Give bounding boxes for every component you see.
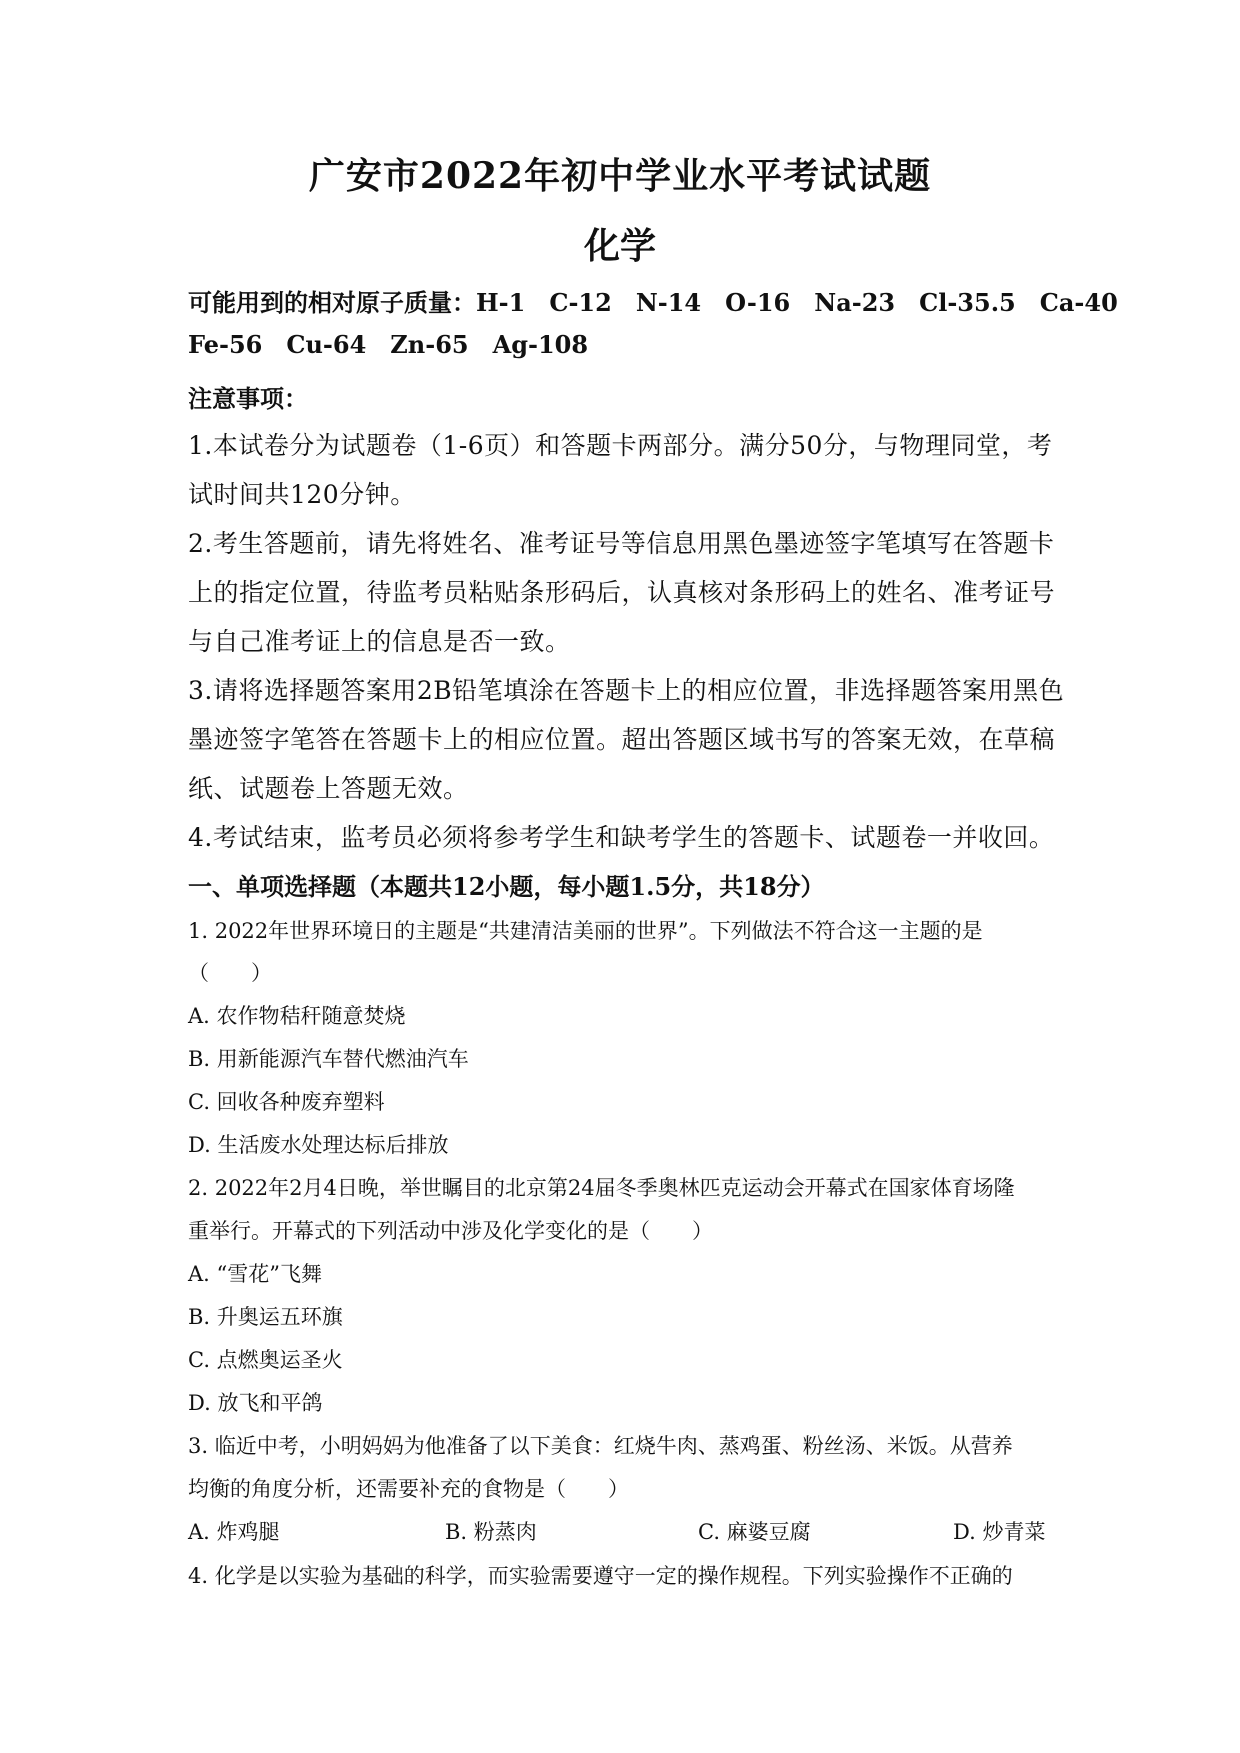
atomic-mass: H-1 — [476, 288, 526, 317]
notice-line: 上的指定位置，待监考员粘贴条形码后，认真核对条形码上的姓名、准考证号 — [188, 578, 1056, 607]
notice-line: 4.考试结束，监考员必须将参考学生和缺考学生的答题卡、试题卷一并收回。 — [188, 823, 1055, 852]
question-1-stem: 1. 2022年世界环境日的主题是“共建清洁美丽的世界”。下列做法不符合这一主题的是 — [188, 919, 983, 943]
atomic-mass: O-16 — [725, 288, 791, 317]
question-1-option-a: A. 农作物秸秆随意焚烧 — [188, 1004, 406, 1028]
question-1-option-b: B. 用新能源汽车替代燃油汽车 — [188, 1047, 469, 1071]
exam-subject: 化学 — [583, 225, 656, 267]
atomic-mass: Cu-64 — [286, 330, 367, 359]
atomic-mass: Cl-35.5 — [919, 288, 1016, 317]
question-2-option-d: D. 放飞和平鸽 — [188, 1391, 323, 1415]
exam-title: 广安市2022年初中学业水平考试试题 — [308, 155, 932, 197]
notice-heading: 注意事项： — [188, 384, 308, 413]
question-2-option-a: A. “雪花”飞舞 — [188, 1262, 322, 1286]
question-1-option-c: C. 回收各种废弃塑料 — [188, 1090, 385, 1114]
atomic-mass: Na-23 — [814, 288, 896, 317]
notice-line: 与自己准考证上的信息是否一致。 — [188, 627, 571, 656]
section-heading: 一、单项选择题（本题共12小题，每小题1.5分，共18分） — [188, 872, 825, 901]
atomic-mass: Ca-40 — [1039, 288, 1118, 317]
atomic-mass: C-12 — [549, 288, 612, 317]
notice-line: 试时间共120分钟。 — [188, 480, 416, 509]
atomic-mass: N-14 — [635, 288, 702, 317]
question-2-stem-cont: 重举行。开幕式的下列活动中涉及化学变化的是（ ） — [188, 1219, 713, 1243]
question-1-stem-cont: （ ） — [188, 961, 272, 985]
question-4-stem: 4. 化学是以实验为基础的科学，而实验需要遵守一定的操作规程。下列实验操作不正确的 — [188, 1564, 1013, 1588]
question-3-option-b: B. 粉蒸肉 — [445, 1520, 537, 1544]
atomic-mass: Ag-108 — [492, 330, 589, 359]
question-2-stem: 2. 2022年2月4日晚，举世瞩目的北京第24届冬季奥林匹克运动会开幕式在国家体育场隆 — [188, 1176, 1015, 1200]
question-2-option-c: C. 点燃奥运圣火 — [188, 1348, 343, 1372]
question-3-stem-cont: 均衡的角度分析，还需要补充的食物是（ ） — [188, 1477, 629, 1501]
atomic-mass: Zn-65 — [390, 330, 469, 359]
question-3-option-a: A. 炸鸡腿 — [188, 1520, 280, 1544]
question-3-option-c: C. 麻婆豆腐 — [698, 1520, 811, 1544]
question-3-stem: 3. 临近中考，小明妈妈为他准备了以下美食：红烧牛肉、蒸鸡蛋、粉丝汤、米饭。从营养 — [188, 1434, 1013, 1458]
atomic-mass-line-1 — [188, 283, 1118, 318]
notice-line: 纸、试题卷上答题无效。 — [188, 774, 469, 803]
question-3-option-d: D. 炒青菜 — [953, 1520, 1046, 1544]
notice-line: 2.考生答题前，请先将姓名、准考证号等信息用黑色墨迹签字笔填写在答题卡 — [188, 529, 1055, 558]
atomic-mass-line-2 — [188, 330, 1068, 359]
atomic-mass-label: 可能用到的相对原子质量： — [188, 288, 476, 317]
question-1-option-d: D. 生活废水处理达标后排放 — [188, 1133, 449, 1157]
notice-line: 墨迹签字笔答在答题卡上的相应位置。超出答题区域书写的答案无效，在草稿 — [188, 725, 1056, 754]
atomic-mass: Fe-56 — [188, 330, 263, 359]
notice-line: 1.本试卷分为试题卷（1-6页）和答题卡两部分。满分50分，与物理同堂，考 — [188, 431, 1053, 460]
notice-line: 3.请将选择题答案用2B铅笔填涂在答题卡上的相应位置，非选择题答案用黑色 — [188, 676, 1065, 705]
question-2-option-b: B. 升奥运五环旗 — [188, 1305, 343, 1329]
